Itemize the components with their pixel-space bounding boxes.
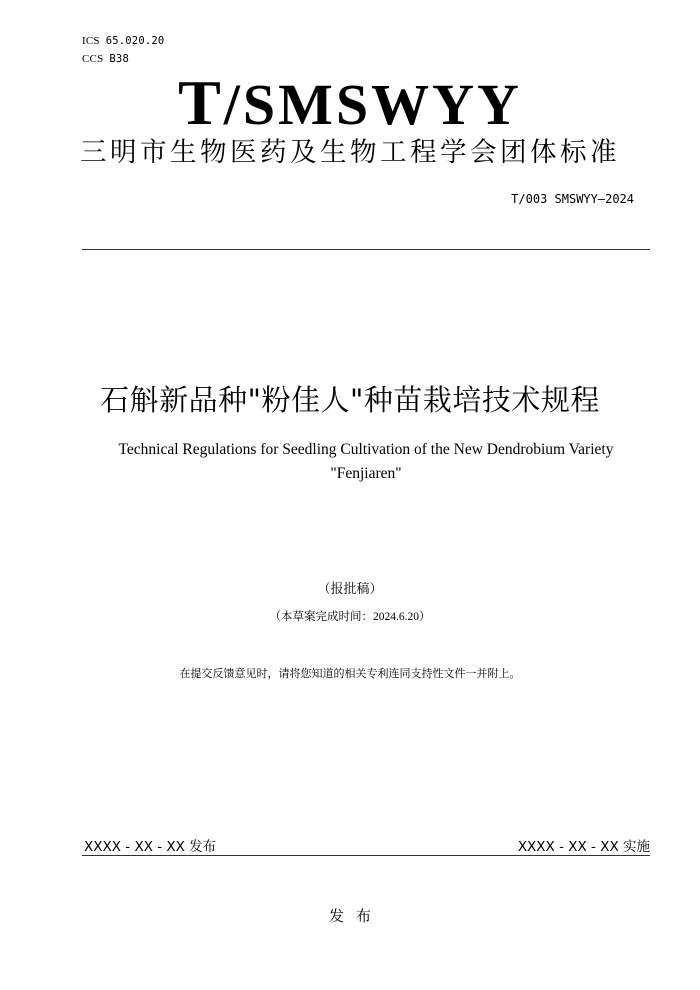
footer-divider (82, 855, 650, 856)
ics-value: 65.020.20 (105, 35, 165, 47)
document-title: 石斛新品种"粉佳人"种苗栽培技术规程 (100, 383, 600, 417)
document-title-english: Technical Regulations for Seedling Cultivation of the New Dendrobium Variety "Fenjiaren" (118, 441, 614, 482)
draft-status: （报批稿） (317, 581, 383, 596)
logo-rest: /SMSWYY (223, 72, 522, 137)
organization-name: 三明市生物医药及生物工程学会团体标准 (80, 137, 620, 168)
logo-prefix: T (178, 67, 224, 138)
publish-date: XXXX - XX - XX 发布 (84, 839, 217, 855)
ccs-value: B38 (109, 53, 129, 65)
ics-line (82, 35, 164, 47)
implement-date: XXXX - XX - XX 实施 (517, 839, 650, 855)
ccs-line (82, 53, 129, 65)
draft-completion-time: （本草案完成时间：2024.6.20） (269, 611, 431, 623)
patent-notice: 在提交反馈意见时，请将您知道的相关专利连同支持性文件一并附上。 (179, 667, 521, 680)
publisher-line: 发布 (328, 907, 383, 925)
header-divider (82, 249, 650, 250)
standard-code: T/003 SMSWYY—2024 (511, 192, 634, 206)
ccs-label: CCS (82, 53, 104, 65)
standard-logo (0, 68, 700, 140)
ics-label: ICS (82, 35, 100, 47)
